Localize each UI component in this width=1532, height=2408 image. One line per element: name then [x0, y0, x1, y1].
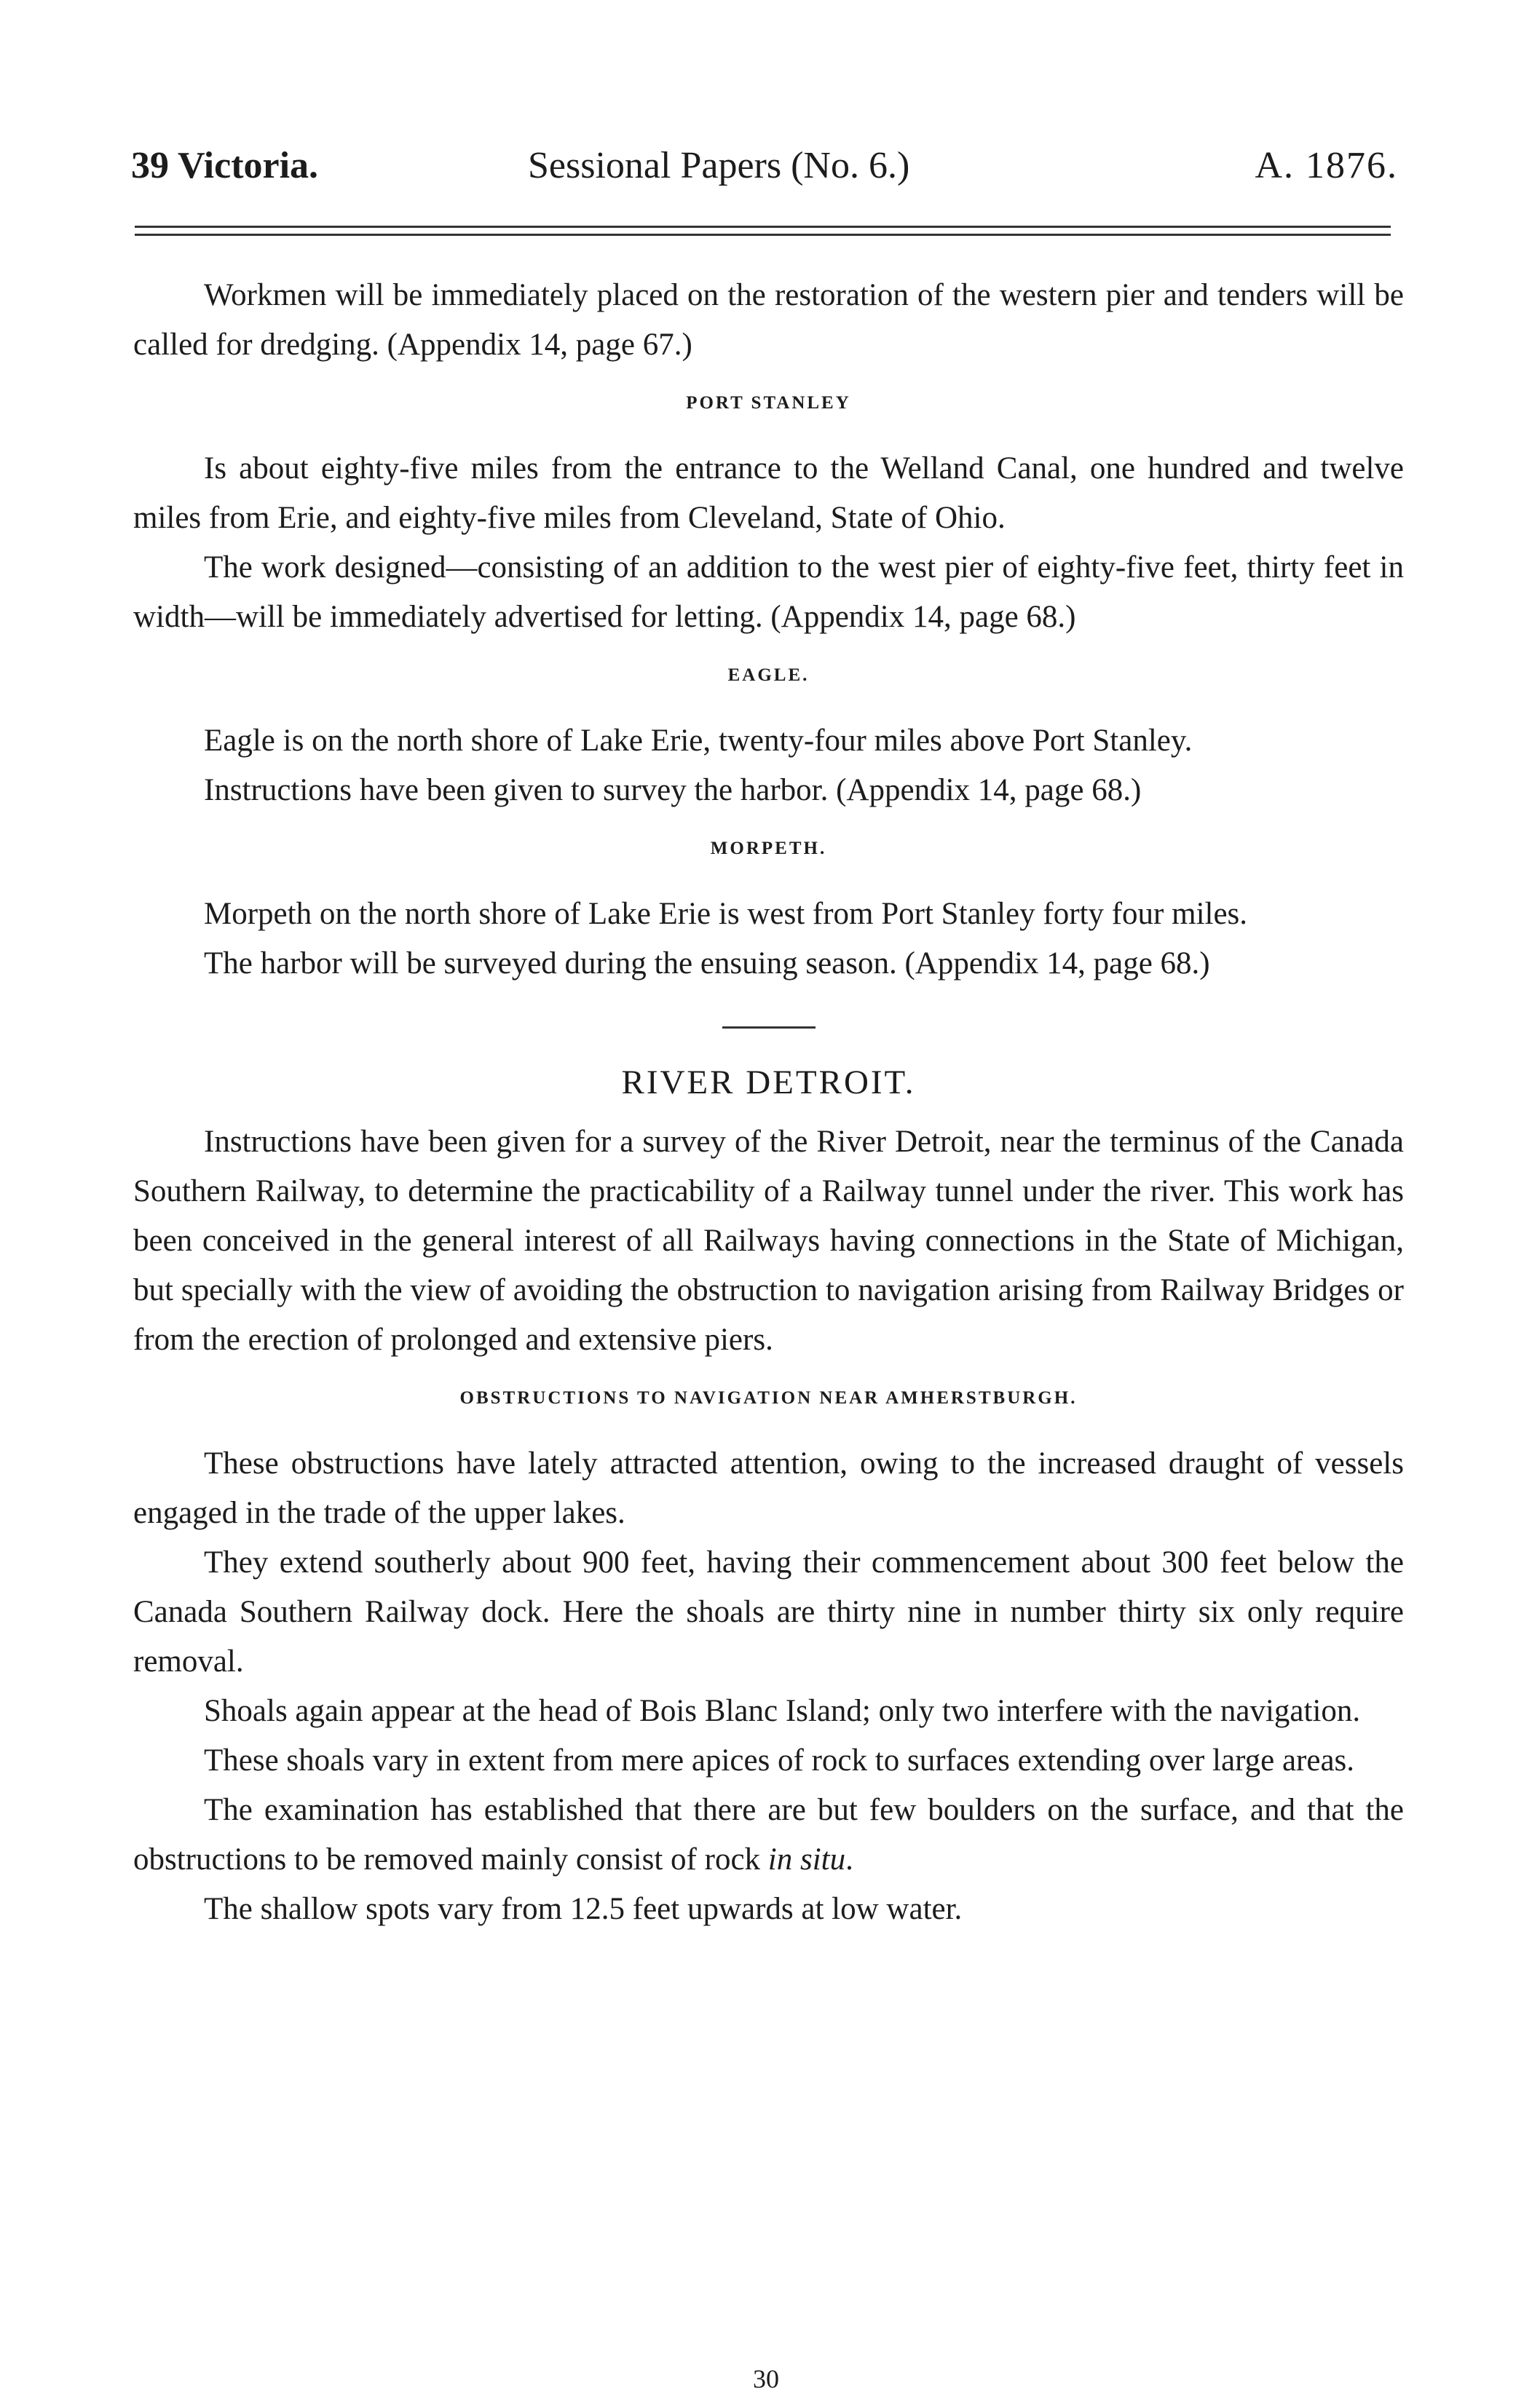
page-number: 30 [753, 2364, 779, 2393]
paragraph: Is about eighty-five miles from the entrance to the Welland Canal, one hundred and twelve miles from Erie, and eighty-five miles from Cleveland, State of Ohio. [133, 451, 1404, 535]
paragraph: These shoals vary in extent from mere apices of rock to surfaces extending over large areas. [204, 1743, 1355, 1778]
header-title: Sessional Papers (No. 6.) [528, 145, 910, 186]
header-double-rule [135, 226, 1391, 236]
paragraph: Morpeth on the north shore of Lake Erie is west from Port Stanley forty four miles. [204, 897, 1248, 931]
paragraph: The harbor will be surveyed during the ensuing season. (Appendix 14, page 68.) [204, 946, 1210, 981]
italic-phrase: in situ [767, 1842, 846, 1877]
paragraph: These obstructions have lately attracted attention, owing to the increased draught of vessels engaged in the trade of the upper lakes. [133, 1446, 1404, 1530]
paragraph [133, 1786, 1404, 1885]
running-header [131, 144, 1398, 195]
paragraph: The shallow spots vary from 12.5 feet upwards at low water. [204, 1892, 963, 1926]
paragraph: They extend southerly about 900 feet, having their commencement about 300 feet below the Canada Southern Railway dock. Here the shoals are thirty nine in number thirty six only require removal. [133, 1545, 1404, 1679]
section-heading-obstructions: OBSTRUCTIONS TO NAVIGATION NEAR AMHERSTBURGH. [459, 1388, 1078, 1408]
paragraph: Workmen will be immediately placed on the restoration of the western pier and tenders will be called for dredging. (Appendix 14, page 67.) [133, 278, 1404, 362]
header-year: A. 1876. [1255, 145, 1398, 186]
section-heading-river-detroit: RIVER DETROIT. [621, 1064, 916, 1101]
paragraph-text: The examination has established that there are but few boulders on the surface, and that the obstructions to be removed mainly consist of rock [133, 1793, 1404, 1877]
body-text [133, 271, 1404, 1934]
paragraph-end: . [845, 1842, 853, 1877]
section-divider [722, 1026, 816, 1029]
paragraph: Instructions have been given for a survey of the River Detroit, near the terminus of the Canada Southern Railway, to determine the practicability of a Railway tunnel under the river. This work has been conceived in the general interest of all Railways having connections in the State of Michigan, but specially with the view of avoiding the obstruction to navigation arising from Railway Bridges or from the erection of prolonged and extensive piers. [133, 1125, 1404, 1357]
paragraph: The work designed—consisting of an addition to the west pier of eighty-five feet, thirty feet in width—will be immediately advertised for letting. (Appendix 14, page 68.) [133, 550, 1404, 634]
header-volume: 39 Victoria. [131, 145, 319, 186]
paragraph: Instructions have been given to survey the harbor. (Appendix 14, page 68.) [204, 773, 1142, 807]
section-heading-morpeth: MORPETH. [710, 839, 827, 858]
paragraph: Shoals again appear at the head of Bois Blanc Island; only two interfere with the navigation. [204, 1694, 1361, 1728]
section-heading-port-stanley: PORT STANLEY [686, 393, 851, 413]
section-heading-eagle: EAGLE. [727, 665, 810, 685]
paragraph: Eagle is on the north shore of Lake Erie, twenty-four miles above Port Stanley. [204, 724, 1193, 758]
